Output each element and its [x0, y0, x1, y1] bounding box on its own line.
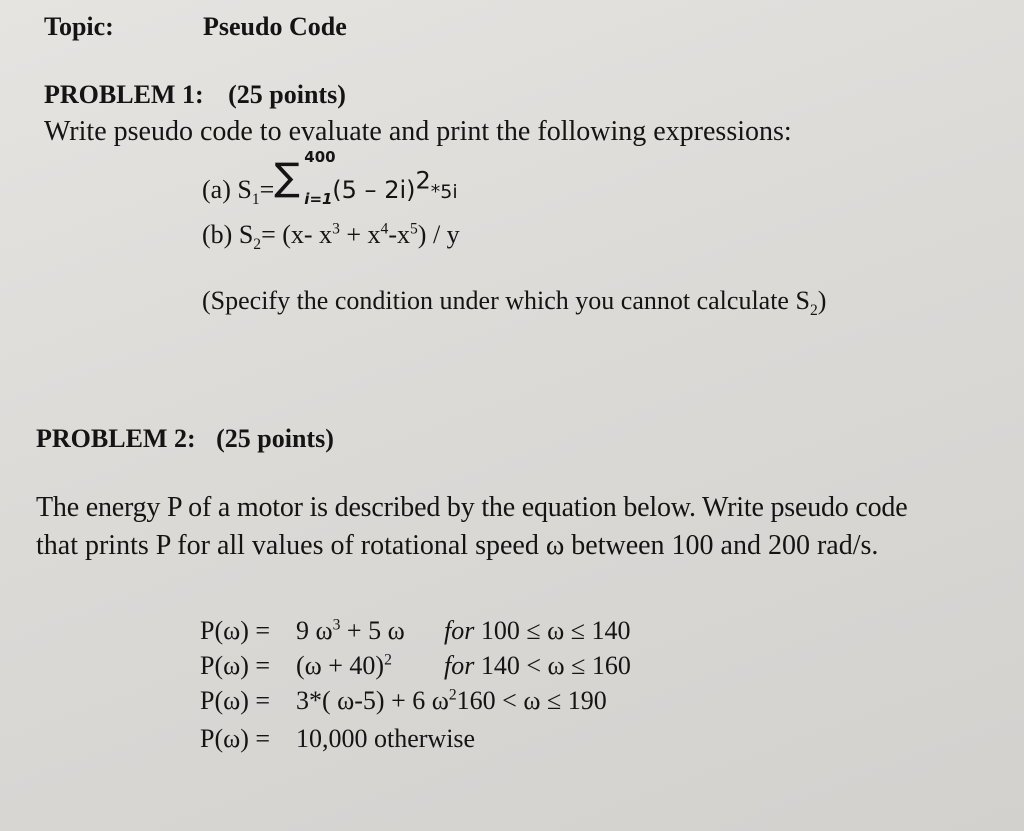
expr-b-part3: -x	[388, 220, 410, 249]
problem1-intro: Write pseudo code to evaluate and print the following expressions:	[44, 116, 792, 147]
sigma-lower-limit: i=1	[304, 190, 333, 208]
equation-lhs: P(ω) =	[200, 616, 271, 645]
equation-rhs-tail: + 5 ω	[340, 616, 405, 645]
expr-b-part2: + x	[339, 220, 381, 249]
equation-lhs: P(ω) =	[200, 724, 271, 753]
expr-a-equals: =	[259, 175, 275, 204]
equation-condition: 140 < ω ≤ 160	[474, 651, 631, 680]
topic-label: Topic:	[44, 12, 114, 41]
topic-value: Pseudo Code	[203, 12, 347, 41]
equation-lhs: P(ω) =	[200, 686, 271, 715]
expr-a-term: (5 – 2i)	[332, 176, 416, 204]
equation-rhs: (ω + 40)	[296, 651, 385, 680]
sigma-upper-limit: 400	[304, 148, 336, 166]
topic-row	[44, 14, 114, 40]
equation-lhs: P(ω) =	[200, 651, 271, 680]
expr-b-subscript: 2	[253, 236, 262, 254]
equation-row	[200, 726, 475, 752]
problem2-heading: PROBLEM 2:	[36, 424, 196, 453]
expr-b-exp3: 3	[332, 220, 340, 238]
equation-condition: 100 ≤ ω ≤ 140	[474, 616, 631, 645]
equation-exponent: 3	[332, 616, 341, 634]
problem1-heading: PROBLEM 1:	[44, 80, 204, 109]
equation-row	[200, 618, 631, 644]
expr-a-term-exponent: 2	[415, 166, 431, 195]
topic-value-row	[203, 14, 347, 40]
expr-b-tail: ) / y	[417, 220, 460, 249]
expr-b-exp5: 5	[410, 220, 418, 238]
note-subscript: 2	[809, 302, 818, 320]
sigma-icon: ∑	[274, 155, 300, 199]
equation-condition: 160 < ω ≤ 190	[456, 686, 607, 715]
equation-rhs: 3*( ω-5) + 6 ω	[296, 686, 449, 715]
equation-row	[200, 688, 607, 714]
problem2-points: (25 points)	[216, 424, 334, 453]
note-close: )	[817, 286, 827, 315]
note-text: (Specify the condition under which you cannot calculate S	[202, 286, 810, 315]
equation-rhs: 9 ω	[296, 616, 333, 645]
expr-b-exp4: 4	[380, 220, 389, 238]
summation	[274, 148, 336, 208]
problem1-heading-row	[44, 82, 346, 108]
expr-b-part1: = (x- x	[261, 220, 333, 249]
equation-exponent: 2	[448, 686, 457, 704]
equation-exponent: 2	[384, 651, 392, 669]
expr-a-subscript: 1	[251, 191, 260, 209]
problem2-line1: The energy P of a motor is described by the equation below. Write pseudo code	[36, 492, 908, 523]
equation-for: for	[444, 651, 475, 680]
problem1-note	[202, 286, 827, 320]
expr-a-prefix: (a) S	[202, 175, 252, 204]
problem2-line2: that prints P for all values of rotational speed ω between 100 and 200 rad/s.	[36, 530, 879, 561]
equation-rhs: 10,000 otherwise	[296, 724, 476, 753]
equation-for: for	[444, 616, 475, 645]
equation-row	[200, 653, 631, 679]
expression-b	[202, 220, 460, 254]
problem1-points: (25 points)	[228, 80, 346, 109]
expr-b-prefix: (b) S	[202, 220, 254, 249]
problem2-heading-row	[36, 426, 334, 452]
expression-a	[202, 148, 458, 209]
expr-a-tail: *5i	[430, 181, 458, 203]
